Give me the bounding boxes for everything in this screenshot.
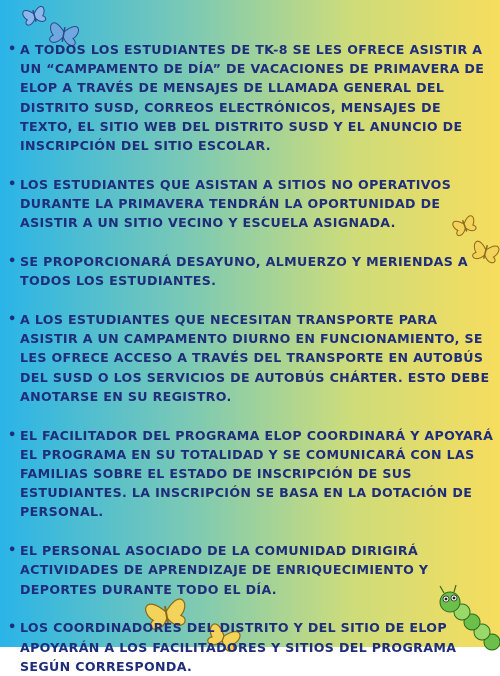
bullet-text: A LOS ESTUDIANTES QUE NECESITAN TRANSPORTE PARA ASISTIR A UN CAMPAMENTO DIURNO EN FUNCIONAMIENTO, SE LES OFRECE ACCESO A TRAVÉS DEL TRANSPORTE EN AUTOBÚS DEL SUSD O LOS SERVICIOS DE AUTOBÚS CHÁRTER. ESTO DEBE ANOTARSE EN SU REGISTRO.: [20, 312, 490, 404]
bullet-text: EL FACILITADOR DEL PROGRAMA ELOP COORDINARÁ Y APOYARÁ EL PROGRAMA EN SU TOTALIDAD Y SE COMUNICARÁ CON LAS FAMILIAS SOBRE EL ESTADO DE INSCRIPCIÓN DE SUS ESTUDIANTES. LA INSCRIPCIÓN SE BASA EN LA DOTACIÓN DE PERSONAL.: [20, 427, 494, 520]
list-item: [8, 252, 494, 290]
bullet-dot: •: [8, 543, 17, 559]
bullet-dot: •: [8, 427, 17, 443]
list-item: [8, 618, 494, 676]
bullet-text: LOS ESTUDIANTES QUE ASISTAN A SITIOS NO OPERATIVOS DURANTE LA PRIMAVERA TENDRÁN LA OPORTUNIDAD DE ASISTIR A UN SITIO VECINO Y ESCUELA ASIGNADA.: [20, 176, 452, 231]
list-item: [8, 426, 494, 522]
bullet-text: SE PROPORCIONARÁ DESAYUNO, ALMUERZO Y MERIENDAS A TODOS LOS ESTUDIANTES.: [20, 254, 468, 289]
bullet-list: [8, 40, 494, 676]
bullet-dot: •: [8, 312, 17, 328]
bullet-dot: •: [8, 42, 17, 57]
list-item: [8, 541, 494, 599]
bullet-text: EL PERSONAL ASOCIADO DE LA COMUNIDAD DIRIGIRÁ ACTIVIDADES DE APRENDIZAJE DE ENRIQUECIMIENTO Y DEPORTES DURANTE TODO EL DÍA.: [20, 543, 429, 597]
list-item: [8, 175, 494, 233]
list-item: [8, 310, 494, 406]
bullet-dot: •: [8, 254, 17, 270]
bullet-dot: •: [8, 620, 17, 636]
bullet-dot: •: [8, 176, 17, 192]
bullet-text: A TODOS LOS ESTUDIANTES DE TK-8 SE LES OFRECE ASISTIR A UN “CAMPAMENTO DE DÍA” DE VACACIONES DE PRIMAVERA DE ELOP A TRAVÉS DE MENSAJES DE LLAMADA GENERAL DEL DISTRITO SUSD, CORREOS ELECTRÓNICOS, MENSAJES DE TEXTO, EL SITIO WEB DEL DISTRITO SUSD Y EL ANUNCIO DE INSCRIPCIÓN DEL SITIO ESCOLAR.: [20, 42, 485, 154]
bullet-text: LOS COORDINADORES DEL DISTRITO Y DEL SITIO DE ELOP APOYARÁN A LOS FACILITADORES Y SITIOS DEL PROGRAMA SEGÚN CORRESPONDA.: [20, 620, 457, 674]
list-item: [8, 40, 494, 155]
